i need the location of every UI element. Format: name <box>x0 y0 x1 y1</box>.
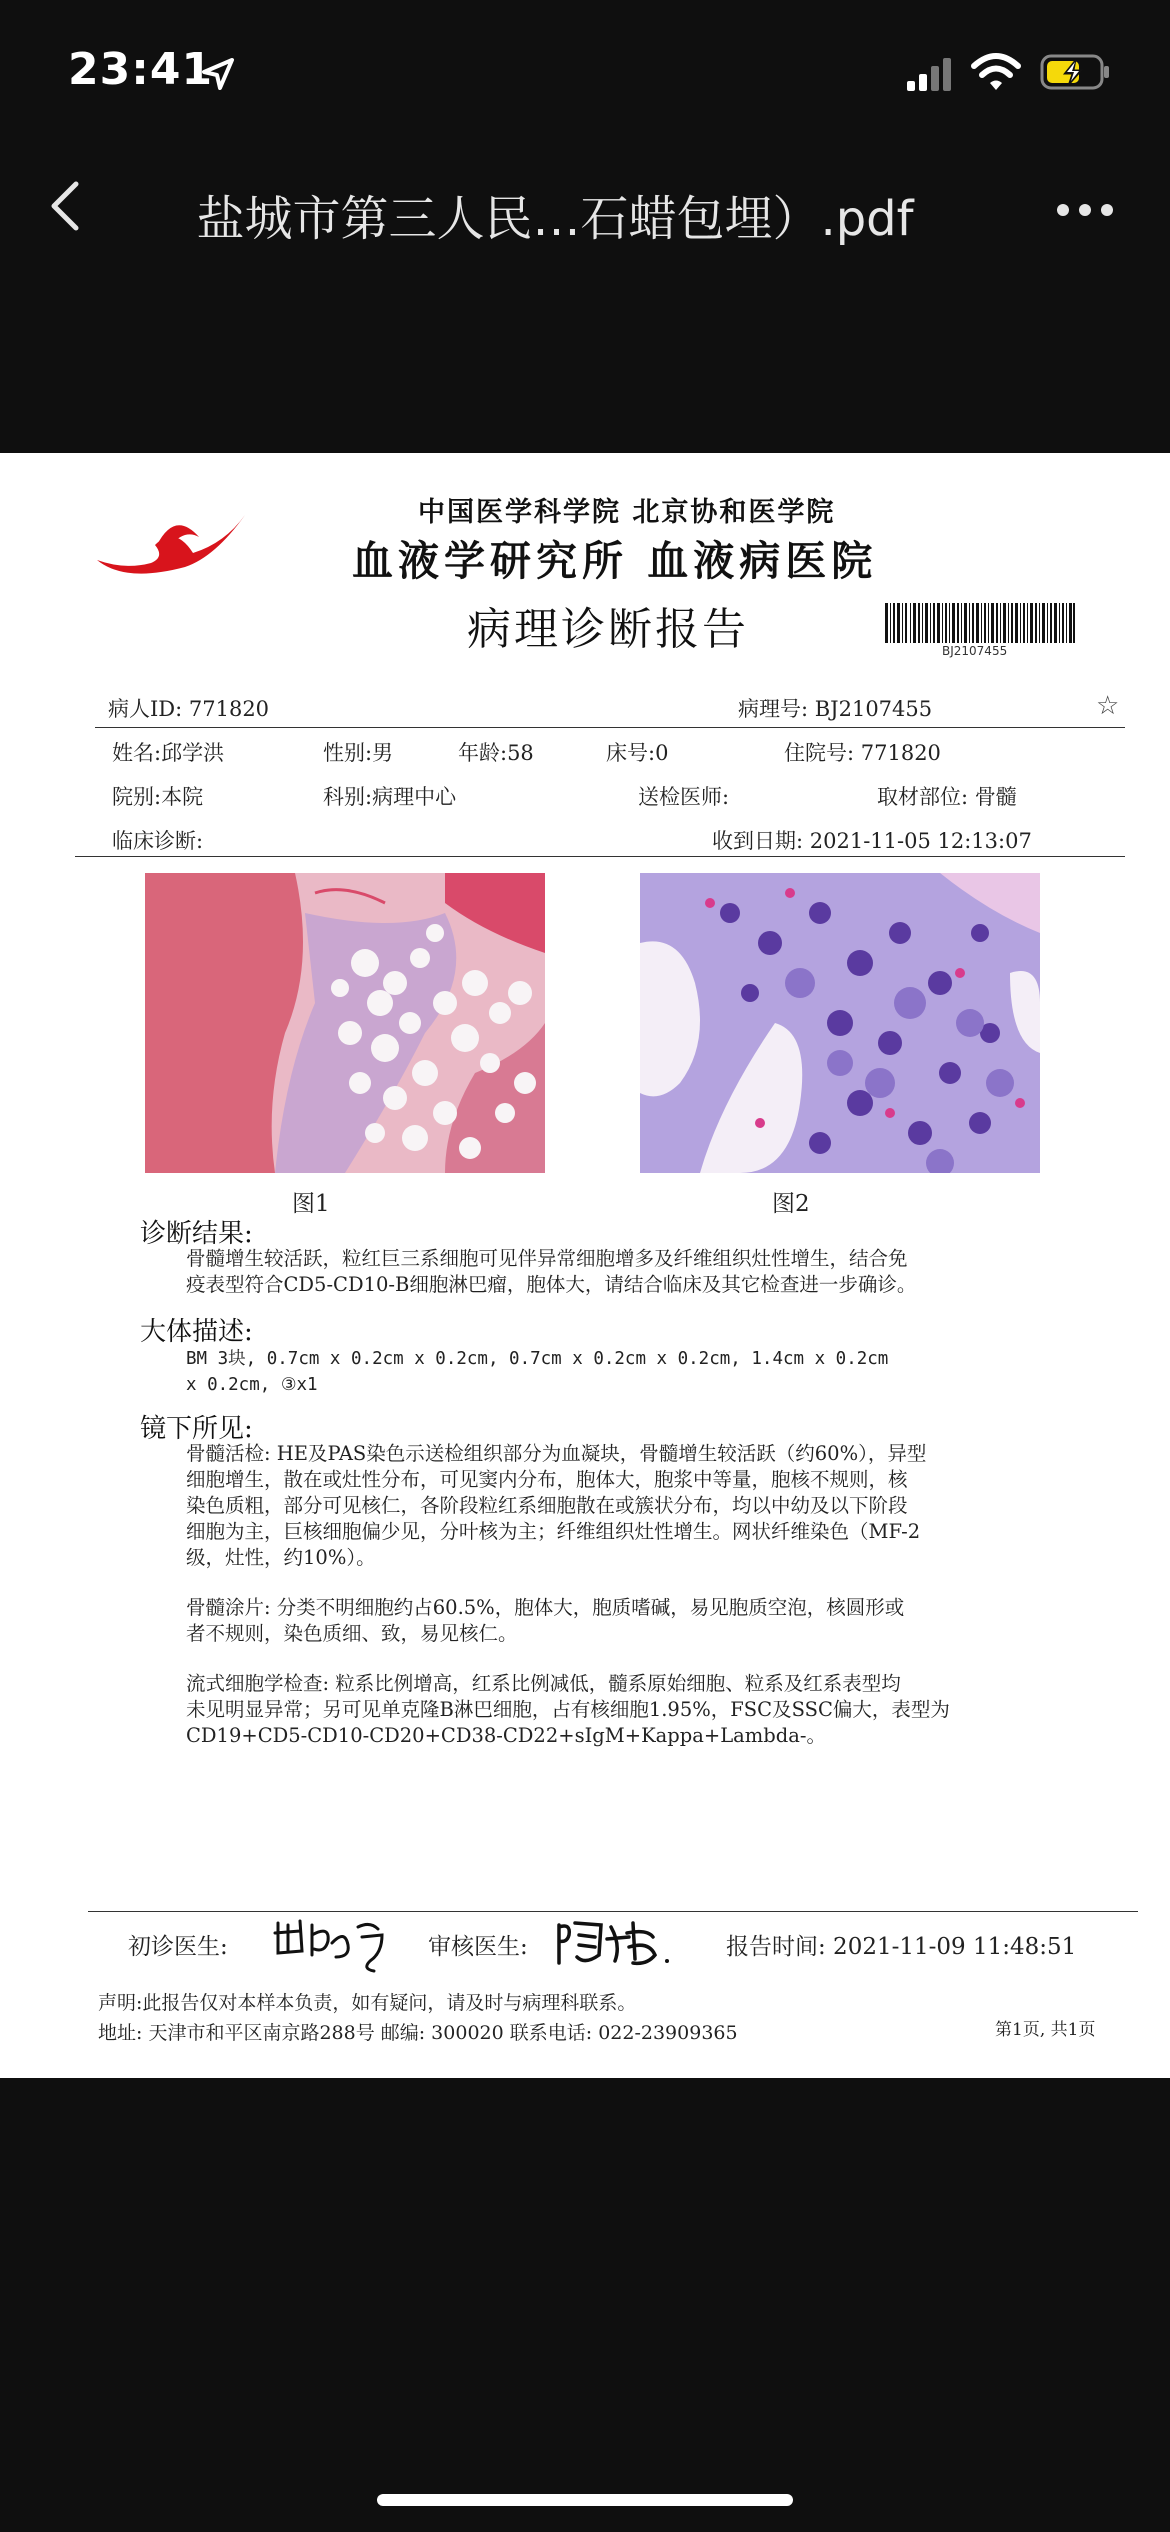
patient-name: 姓名:邱学洪 <box>112 741 225 765</box>
divider <box>95 727 1125 728</box>
document-title: 盐城市第三人民…石蜡包埋）.pdf <box>196 191 914 247</box>
patient-age: 年龄:58 <box>458 741 534 765</box>
histology-figure-2 <box>640 873 1040 1173</box>
pathology-number: 病理号: BJ2107455 <box>738 697 933 721</box>
microscopic-flow-cytometry: 流式细胞学检查: 粒系比例增高，红系比例减低，髓系原始细胞、粒系及红系表型均 未见明显异常；另可见单克隆B淋巴细胞，占有核细胞1.95%，FSC及SSC偏大，表型为 CD19+CD5-CD10-CD20+CD38-CD22+sIgM+Kappa+Lambda-。 <box>186 1672 950 1747</box>
battery-charging-icon <box>1040 52 1112 92</box>
institution-line-2: 血液学研究所 血液病医院 <box>352 537 878 585</box>
divider <box>75 856 1125 857</box>
histology-figure-1 <box>145 873 545 1173</box>
pdf-page <box>0 453 1170 2078</box>
viewer-navbar <box>0 150 1170 260</box>
wifi-icon <box>970 52 1022 92</box>
report-title: 病理诊断报告 <box>467 604 749 655</box>
back-chevron-icon[interactable] <box>46 178 86 234</box>
histology-image-1 <box>145 873 545 1173</box>
admission-number: 住院号: 771820 <box>784 741 941 765</box>
home-indicator[interactable] <box>377 2494 793 2506</box>
status-time: 23:41 <box>68 44 214 95</box>
received-date: 收到日期: 2021-11-05 12:13:07 <box>712 829 1032 853</box>
sample-site: 取材部位: 骨髓 <box>877 785 1017 809</box>
gross-heading: 大体描述: <box>140 1317 253 1347</box>
barcode-number: BJ2107455 <box>942 644 1008 658</box>
initial-doctor-label: 初诊医生: <box>128 1934 228 1960</box>
hospital: 院别:本院 <box>112 785 204 809</box>
bed-number: 床号:0 <box>606 741 669 765</box>
location-arrow-icon <box>200 56 236 92</box>
institution-line-1: 中国医学科学院 北京协和医学院 <box>418 497 836 528</box>
diagnosis-text: 骨髓增生较活跃，粒红巨三系细胞可见伴异常细胞增多及纤维组织灶性增生，结合免 疫表型符合CD5-CD10-B细胞淋巴瘤，胞体大，请结合临床及其它检查进一步确诊。 <box>186 1247 917 1296</box>
figure-1-caption: 图1 <box>292 1191 330 1217</box>
histology-image-2 <box>640 873 1040 1173</box>
diagnosis-heading: 诊断结果: <box>140 1219 253 1249</box>
disclaimer: 声明:此报告仅对本样本负责，如有疑问，请及时与病理科联系。 <box>98 1992 637 2014</box>
referring-doctor: 送检医师: <box>638 785 730 809</box>
address: 地址: 天津市和平区南京路288号 邮编: 300020 联系电话: 022-23909365 <box>98 2022 738 2044</box>
clinical-diagnosis: 临床诊断: <box>112 829 204 853</box>
review-doctor-label: 审核医生: <box>428 1934 528 1960</box>
review-doctor-signature <box>555 1915 675 1979</box>
favorite-star-icon[interactable]: ☆ <box>1096 691 1120 721</box>
cellular-signal-icon <box>905 55 955 91</box>
microscopic-heading: 镜下所见: <box>140 1414 253 1444</box>
more-options-icon[interactable] <box>1055 202 1115 218</box>
divider <box>88 1911 1138 1912</box>
page-info: 第1页, 共1页 <box>995 2020 1096 2040</box>
patient-id: 病人ID: 771820 <box>108 697 270 721</box>
report-time: 报告时间: 2021-11-09 11:48:51 <box>726 1934 1077 1960</box>
patient-gender: 性别:男 <box>323 741 394 765</box>
barcode-icon <box>885 603 1075 643</box>
figure-2-caption: 图2 <box>772 1191 810 1217</box>
gross-text: BM 3块, 0.7cm x 0.2cm x 0.2cm, 0.7cm x 0.2cm x 0.2cm, 1.4cm x 0.2cm x 0.2cm, ③x1 <box>186 1349 889 1395</box>
initial-doctor-signature <box>270 1913 400 1979</box>
microscopic-bone-marrow-smear: 骨髓涂片: 分类不明细胞约占60.5%，胞体大，胞质嗜碱，易见胞质空泡，核圆形或 者不规则，染色质细、致，易见核仁。 <box>186 1596 905 1645</box>
microscopic-bone-marrow-biopsy: 骨髓活检: HE及PAS染色示送检组织部分为血凝块，骨髓增生较活跃（约60%），异型 细胞增生，散在或灶性分布，可见窦内分布，胞体大，胞浆中等量，胞核不规则，核 染色质粗，部分可见核仁，各阶段粒红系细胞散在或簇状分布，均以中幼及以下阶段 细胞为主，巨核细胞偏少见，分叶核为主；纤维组织灶性增生。网状纤维染色（MF-2 级，灶性，约10%）。 <box>186 1442 927 1569</box>
department: 科别:病理中心 <box>323 785 457 809</box>
status-bar <box>0 0 1170 150</box>
institution-logo-icon <box>95 505 255 585</box>
